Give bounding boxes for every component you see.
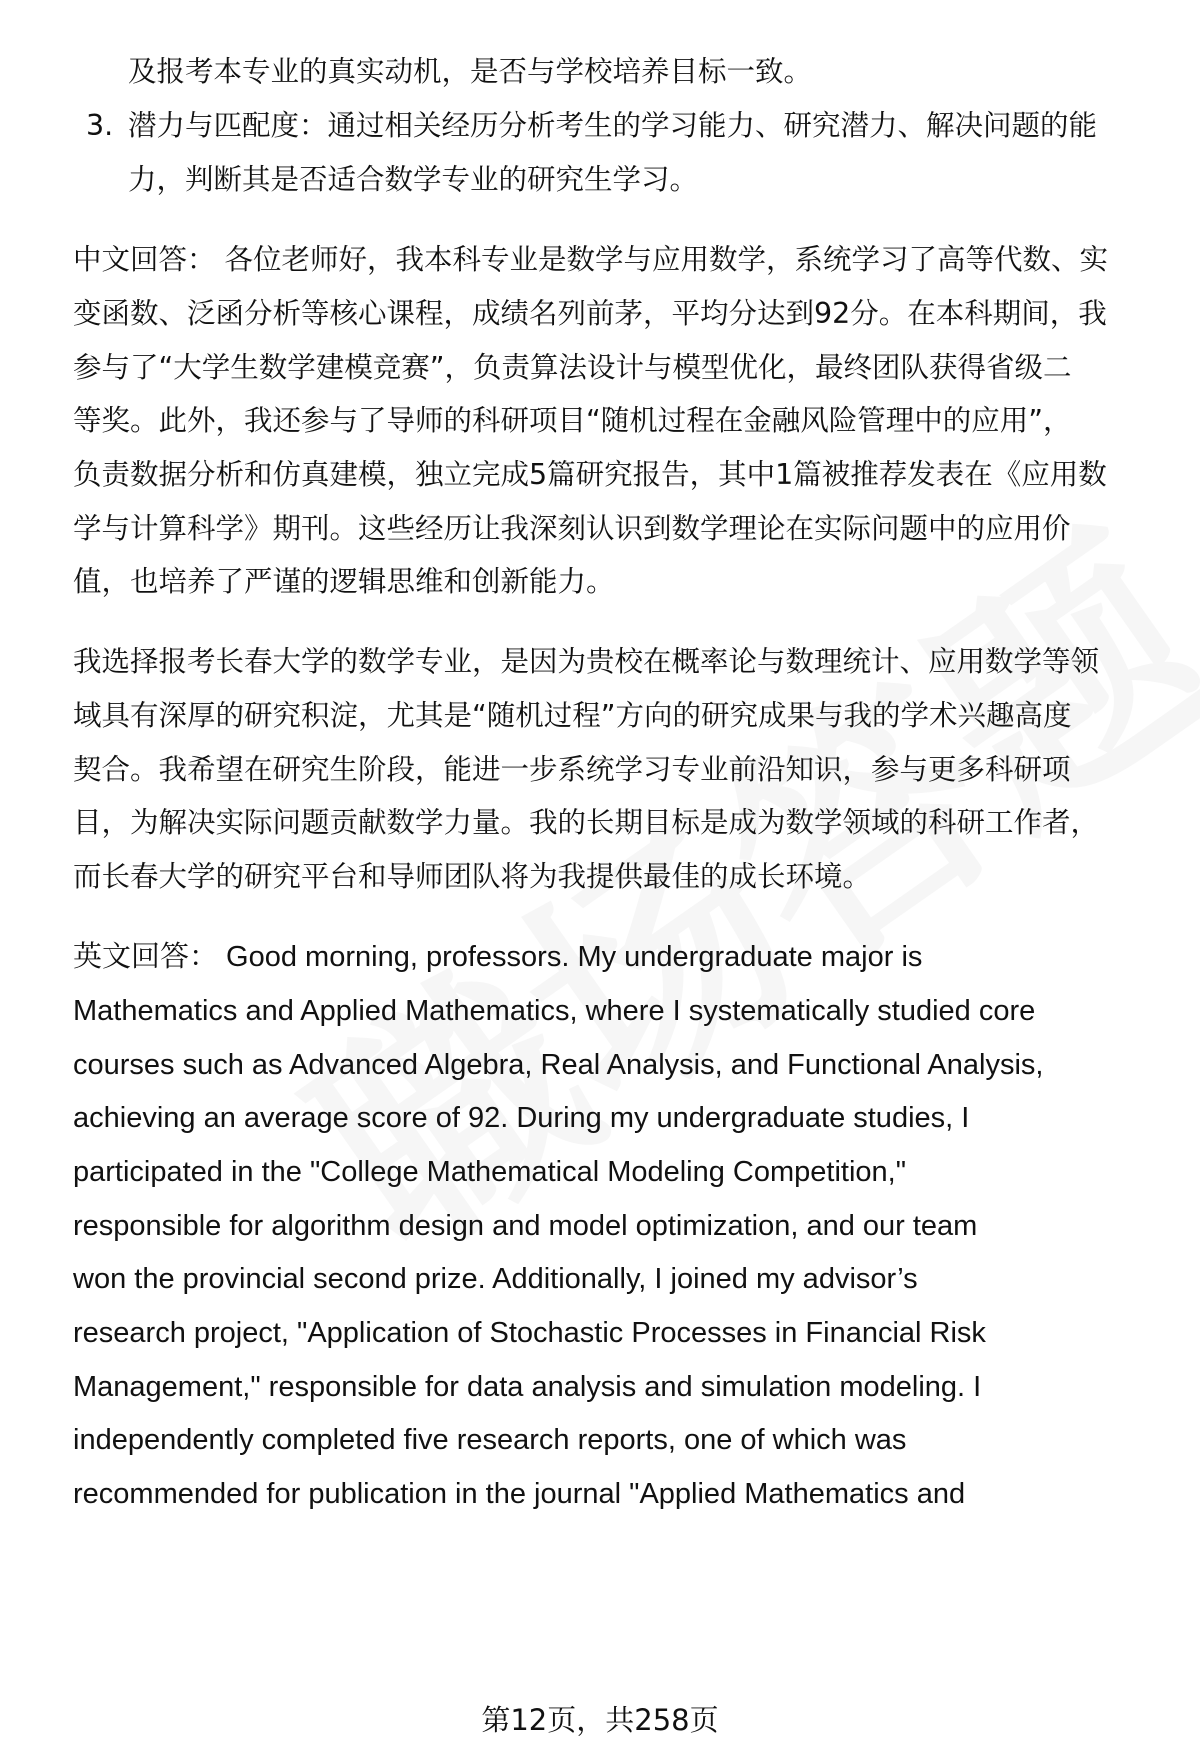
paragraph-line: 负责数据分析和仿真建模，独立完成5篇研究报告，其中1篇被推荐发表在《应用数	[73, 458, 1107, 491]
paragraph-line: recommended for publication in the journal "Applied Mathematics and	[73, 1478, 966, 1510]
paragraph-line: 值，也培养了严谨的逻辑思维和创新能力。	[73, 565, 615, 598]
paragraph-line: courses such as Advanced Algebra, Real Analysis, and Functional Analysis,	[73, 1049, 1044, 1081]
paragraph-line: won the provincial second prize. Additionally, I joined my advisor’s	[73, 1263, 918, 1295]
page-number-footer: 第12页，共258页	[481, 1703, 719, 1737]
list-item-3-number: 3.	[86, 109, 114, 142]
list-item-2-continuation: 及报考本专业的真实动机，是否与学校培养目标一致。	[128, 55, 813, 88]
paragraph-line: 契合。我希望在研究生阶段，能进一步系统学习专业前沿知识，参与更多科研项	[73, 753, 1071, 786]
paragraph-line: independently completed five research reports, one of which was	[73, 1424, 907, 1456]
paragraph-line: 等奖。此外，我还参与了导师的科研项目“随机过程在金融风险管理中的应用”，	[73, 404, 1072, 437]
paragraph-line: research project, "Application of Stochastic Processes in Financial Risk	[73, 1317, 986, 1349]
paragraph-line: achieving an average score of 92. During my undergraduate studies, I	[73, 1102, 970, 1134]
paragraph-line: 英文回答： Good morning, professors. My undergraduate major is	[73, 941, 923, 973]
paragraph-line: Mathematics and Applied Mathematics, where I systematically studied core	[73, 995, 1036, 1027]
paragraph-line: 学与计算科学》期刊。这些经历让我深刻认识到数学理论在实际问题中的应用价	[73, 512, 1071, 545]
paragraph-line: 域具有深厚的研究积淀，尤其是“随机过程”方向的研究成果与我的学术兴趣高度	[73, 699, 1072, 732]
paragraph-line: 我选择报考长春大学的数学专业，是因为贵校在概率论与数理统计、应用数学等领	[73, 645, 1100, 678]
paragraph-line: participated in the "College Mathematical Modeling Competition,"	[73, 1156, 907, 1188]
paragraph-line: 而长春大学的研究平台和导师团队将为我提供最佳的成长环境。	[73, 860, 872, 893]
paragraph-line: Management," responsible for data analysis and simulation modeling. I	[73, 1371, 982, 1403]
paragraph-line: 变函数、泛函分析等核心课程，成绩名列前茅，平均分达到92分。在本科期间，我	[73, 297, 1107, 330]
paragraph-line: 目，为解决实际问题贡献数学力量。我的长期目标是成为数学领域的科研工作者，	[73, 806, 1100, 839]
list-item-3-line-1: 潜力与匹配度：通过相关经历分析考生的学习能力、研究潜力、解决问题的能	[128, 109, 1098, 142]
paragraph-line: 中文回答： 各位老师好，我本科专业是数学与应用数学，系统学习了高等代数、实	[73, 243, 1109, 276]
paragraph-line: responsible for algorithm design and model optimization, and our team	[73, 1210, 978, 1242]
paragraph-line: 参与了“大学生数学建模竞赛”，负责算法设计与模型优化，最终团队获得省级二	[73, 351, 1072, 384]
list-item-3-line-2: 力，判断其是否适合数学专业的研究生学习。	[128, 163, 699, 196]
